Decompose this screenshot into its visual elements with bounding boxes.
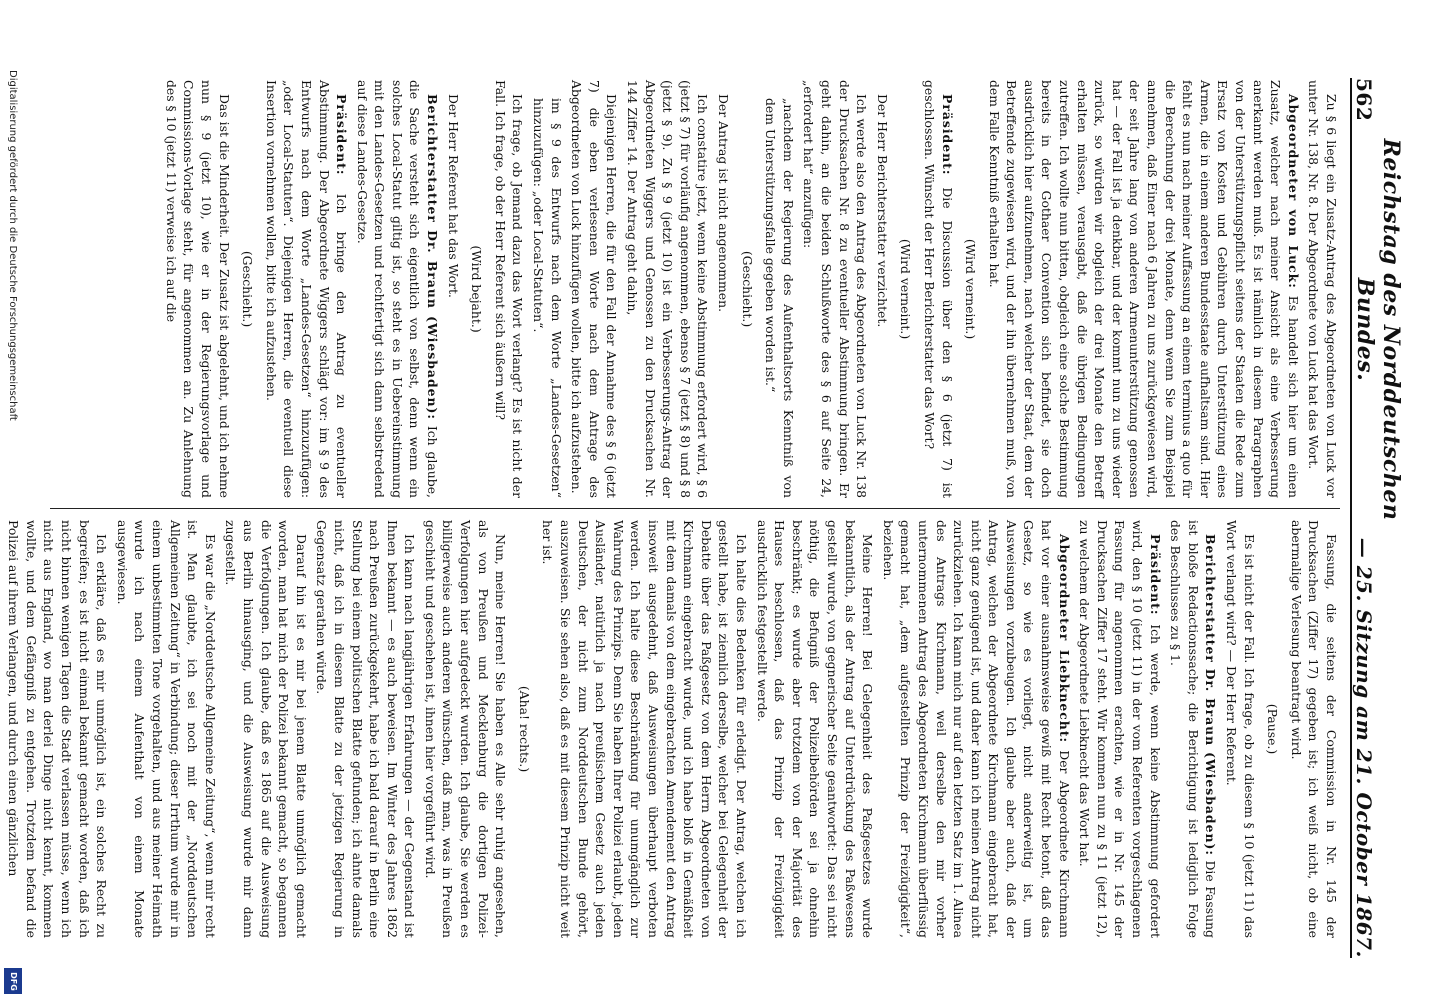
body-paragraph: Ich kann nach langjährigen Erfahrungen — der Gegenstand ist Ihnen bekannt — es auch beweisen. Im Winter des Jahres 1862 nach Preußen zurückgekehrt, habe ich bald darauf in Berlin eine Stellung bei einem politischen Blatte gefunden; ich ahnte damals nicht, daß ich in diesem Blatte zu der jetzigen Regierung in Gegensatz gerathen würde.: [314, 520, 418, 938]
body-paragraph: Ich werde also den Antrag des Abgeordneten von Luck Nr. 138 der Drucksachen Nr. 8 zu eventueller Abstimmung bringen. Er geht dahin, an die beiden Schlußworte des § 6 auf Seite 24, „erfordert hat“ anzufügen:: [801, 80, 870, 498]
stage-direction: (Geschieht.): [240, 250, 256, 328]
body-paragraph: Darauf hin ist es mir bei jenem Blatte unmöglich gemacht worden, man hat mich der Polizei bekannt gemacht, so begannen die Verfolgungen. Ich glaube, daß es 1865 auf die Ausweisung aus Berlin hinausging, und die Ausweisung wurde mir dann zugestellt.: [223, 520, 309, 938]
speaker-name: Präsident:: [1147, 534, 1163, 616]
speech-paragraph: [920, 80, 955, 498]
page-header: [1350, 78, 1404, 958]
session-date: — 25. Sitzung am 21. October 1867.: [1352, 537, 1376, 958]
body-paragraph: Das ist die Minderheit. Der Zusatz ist abgelehnt, und ich nehme nun § 9 (jetzt 10), wie er in der Regierungsvorlage und Commissions-Vorlage steht, für angenommen an. Zu Anlehnung des § 10 (jetzt 11) verweise ich auf die: [163, 80, 232, 498]
speech-text: Ich werde, wenn keine Abstimmung gefordert wird, den § 10 (jetzt 11) in der vom Referenten vorgeschlagenen Fassung für angenommen erachten, wie er in Nr. 145 der Drucksachen Ziffer 17 steht. Wir kommen nun zu § 11 (jetzt 12), zu welchem der Abgeordnete Liebknecht das Wort hat.: [1077, 520, 1163, 938]
body-paragraph: Ich frage, ob Jemand dazu das Wort verlangt? Es ist nicht der Fall. Ich frage, ob der Herr Referent sich äußern will?: [492, 80, 526, 498]
speech-text: Ich glaube, die Sache versteht sich eigentlich von selbst, denn wenn ein solches Local-Statut giltig ist, so steht es in Uebereinstimmung mit den Landes-Gesetzen und rechtfertigt sich dann selbstredend auf diese Landes-Gesetze.: [354, 80, 441, 498]
body-paragraph: Der Antrag ist nicht angenommen.: [716, 94, 731, 313]
stage-direction: (Pause.): [1265, 703, 1281, 755]
speaker-name: Präsident:: [939, 94, 955, 176]
stage-direction: (Aha! rechts.): [516, 685, 532, 773]
body-paragraph: Fassung, die seitens der Commission in Nr. 145 der Drucksachen (Ziffer 17) gegeben ist; ich weiß nicht, ob eine abermalige Verlesung beantragt wird.: [1288, 520, 1339, 938]
speech-paragraph: [1076, 520, 1164, 938]
stage-direction: (Wird bejaht.): [469, 245, 485, 333]
body-paragraph: Der Herr Berichterstatter verzichtet.: [874, 94, 890, 328]
quoted-motion: im § 9 des Entwurfs nach dem Worte „Landes-Gesetzen“ hinzuzufügen: „oder Local-Statuten“.: [531, 98, 564, 498]
body-paragraph: Es war die „Norddeutsche Allgemeine Zeitung“, wenn mir recht ist. Man glaubte, ich sei noch mit der „Norddeutschen Allgemeinen Zeitung“ in Verbindung; dieser Irrthum wurde mir in einem unbestimmten Tone vorgehalten, und aus meiner Heimath wurde ich nach einem Aufenthalt von einem Monate ausgewiesen.: [114, 520, 218, 938]
speech-text: Der Abgeordnete Kirchmann hat vor einer ausnahmsweise gewiß mit Recht betont, daß das Gesetz, so wie es vorliegt, nicht anderweitig ist, um Ausweisungen vorzubeugen. Ich glaube aber auch, daß der Antrag, welchen der Abgeordnete Kirchmann eingebracht hat, nicht ganz genügend ist, und daher kann ich meinen Antrag nicht zurückziehen. Ich kann mich nur auf den letzten Satz im 1. Alinea des Antrags Kirchmann, weil derselbe den mir vorher unternommenen Antrag des Abgeordneten Kirchmann überflüssig gemacht hat, „dem aufgestellten Prinzip der Freizügigkeit“, beziehen.: [880, 520, 1072, 938]
body-paragraph: Meine Herren! Bei Gelegenheit des Paßgesetzes wurde bekanntlich, als der Antrag auf Unterdrückung des Paßwesens gestellt wurde, von gegnerischer Seite geantwortet: Das sei nicht nöthig, die Befugniß der Polizeibehörden sei ja ohnehin beschränkt; es wurde aber trotzdem von der Majorität des Hauses beschlossen, daß das Prinzip der Freizügigkeit ausdrücklich festgestellt werde.: [754, 520, 876, 938]
speech-paragraph: [353, 80, 441, 498]
body-paragraph: Es ist nicht der Fall. Ich frage, ob zu diesem § 10 (jetzt 11) das Wort verlangt wird? — Der Herr Referent.: [1224, 520, 1257, 938]
body-paragraph: Ich halte dies Bedenken für erledigt. Der Antrag, welchen ich gestellt habe, ist ziemlich derselbe, welcher bei Gelegenheit der Debatte über das Paßgesetz von dem Herrn Abgeordneten von Kirchmann eingebracht wurde, und ich habe bloß in Gemäßheit mit dem damals von dem eingebrachten Amendement den Antrag insoweit ausgedehnt, daß Ausweisungen überhaupt verboten werden. Ich halte diese Beschränkung für unumgänglich zur Wahrung des Prinzips. Denn Sie haben Ihrer Polizei erlaubt, jeden Ausländer, natürlich ja nach preußischem Gesetz auch jeden Deutschen, der nicht zum Norddeutschen Bunde gehört, auszuweisen. Sie sehen also, daß es mit diesem Prinzip nicht weit her ist.: [540, 520, 749, 938]
speech-paragraph: [1167, 520, 1220, 938]
column-divider: [50, 508, 1340, 509]
speech-paragraph: [879, 520, 1073, 938]
speaker-name: Abgeordneter Liebknecht:: [1056, 534, 1072, 744]
page-title: Reichstag des Norddeutschen Bundes.: [1352, 138, 1404, 521]
speech-paragraph: [985, 80, 1302, 498]
speech-paragraph: [262, 80, 350, 498]
body-paragraph: Nun, meine Herren! Sie haben es Alle sehr ruhig angesehen, als von Preußen und Mecklenburg die dortigen Polizei-Verfolgungen hier aufgedeckt wurden. Ich glaube, Sie werden es billigerweise auch anderen wünschen, daß man, was in Preußen geschieht und geschehen ist, ihnen hier vorgeführt wird.: [422, 520, 509, 938]
speech-text: Ich bringe den Antrag zu eventueller Abstimmung. Der Abgeordnete Wiggers schlägt vor: im § 9 des Entwurfs nach dem Worte „Landes-Gesetzen“ hinzuzufügen: „oder Local-Statuten“. Diejenigen Herren, die eventuell diese Insertion vornehmen wollen, bitte ich aufzustehen.: [263, 80, 350, 498]
body-paragraph: Ich constatire jetzt, wenn keine Abstimmung erfordert wird, § 6 (jetzt § 7) für vorläufig angenommen, ebenso § 7 (jetzt § 8) und § 8 (jetzt § 9). Zu § 9 (jetzt 10) ist ein Verbesserungs-Antrag der Abgeordneten Wiggers und Genossen zu den Drucksachen Nr. 144 Ziffer 14. Der Antrag geht dahin,: [625, 80, 711, 498]
text-column-right: [6, 520, 1340, 938]
stage-direction: (Wird verneint.): [898, 238, 914, 340]
speech-text: Die Discussion über den § 6 (jetzt 7) ist geschlossen. Wünscht der Herr Berichterstatter das Wort?: [921, 80, 955, 498]
stage-direction: (Geschieht.): [739, 250, 755, 328]
body-paragraph: Der Herr Referent hat das Wort.: [445, 94, 461, 298]
speaker-name: Berichterstatter Dr. Braun (Wiesbaden):: [425, 94, 441, 420]
body-paragraph: Ich erkläre, daß es mir unmöglich ist, ein solches Recht zu begreifen; es ist nicht einmal bekannt gemacht worden, daß ich nicht binnen wenigen Tagen die Stadt verlassen müsse, wenn ich nicht aus England, wo man derlei Dinge nicht kennt, kommen wollte, und dem Gefängniß zu entgehen. Trotzdem befand die Polizei auf ihrem Verlangen, und durch einen gänzlichen: [6, 520, 110, 938]
speech-text: Es handelt sich hier um einen Zusatz, welcher nach meiner Ansicht als eine Verbesserung anerkannt werden muß. Es ist nämlich in diesem Paragraphen von der Unterstützungspflicht seitens der Staaten die Rede zum Ersatz von Kosten und Gebühren durch Unterstützung eines Armen, die in einem anderen Bundesstaate aufhaltsam sind. Hier fehlt es nun nach meiner Auffassung an einem terminus a quo für die Berechnung der drei Monate, denn wenn Sie zum Beispiel annehmen, daß Einer nach 6 Jahren zu uns zurückgewiesen wird, der seit Jahre lang von anderen Armenunterstützung genossen hat — der Fall ist ja denkbar, und der kommt nun zu uns wieder zurück, so würden wir obgleich der drei Monate den Betreff erhalten müssen, verausgabt, daß die übrigen Bedingungen zutreffen. Ich wollte nun bitten, obgleich eine solche Bestimmung bereits in der Gothaer Convention sich befindet, sie doch ausdrücklich hier aufzunehmen, nach welcher der Staat, dem der Betreffende zugewiesen wird, und der ihn übernehmen muß, von dem Falle Kenntniß erhalten hat.: [986, 80, 1301, 498]
credit-text: Digitalisierung gefördert durch die Deutsche Forschungsgemeinschaft: [7, 70, 18, 421]
speech-text: Die Fassung ist bloße Redactionssache; die Berichtigung ist lediglich Folge des Beschlusses zu § 1.: [1168, 520, 1219, 938]
speaker-name: Berichterstatter Dr. Braun (Wiesbaden):: [1203, 534, 1219, 856]
quoted-motion: „nachdem der Regierung des Aufenthaltsorts Kenntniß von dem Unterstützungsfalle gegeben worden ist.“: [763, 98, 796, 498]
stage-direction: (Wird verneint.): [963, 238, 979, 340]
body-paragraph: Diejenigen Herren, die für den Fall der Annahme des § 6 (jetzt 7) die eben verlesenen Worte nach dem Antrage des Abgeordneten von Luck hinzufügen wollen, bitte ich aufzustehen.: [569, 80, 620, 498]
logo-text: DFG: [8, 971, 18, 991]
text-column-left: [50, 80, 1340, 498]
speaker-name: Präsident:: [334, 94, 350, 176]
page-number: 562: [1352, 78, 1376, 122]
body-paragraph: Zu § 6 liegt ein Zusatz-Antrag des Abgeordneten von Luck vor unter Nr. 138, Nr. 8. Der Abgeordnete von Luck hat das Wort.: [1306, 80, 1339, 498]
speaker-name: Abgeordneter von Luck:: [1285, 94, 1301, 289]
dfg-logo: [4, 968, 22, 994]
digitization-credit: [6, 70, 26, 990]
